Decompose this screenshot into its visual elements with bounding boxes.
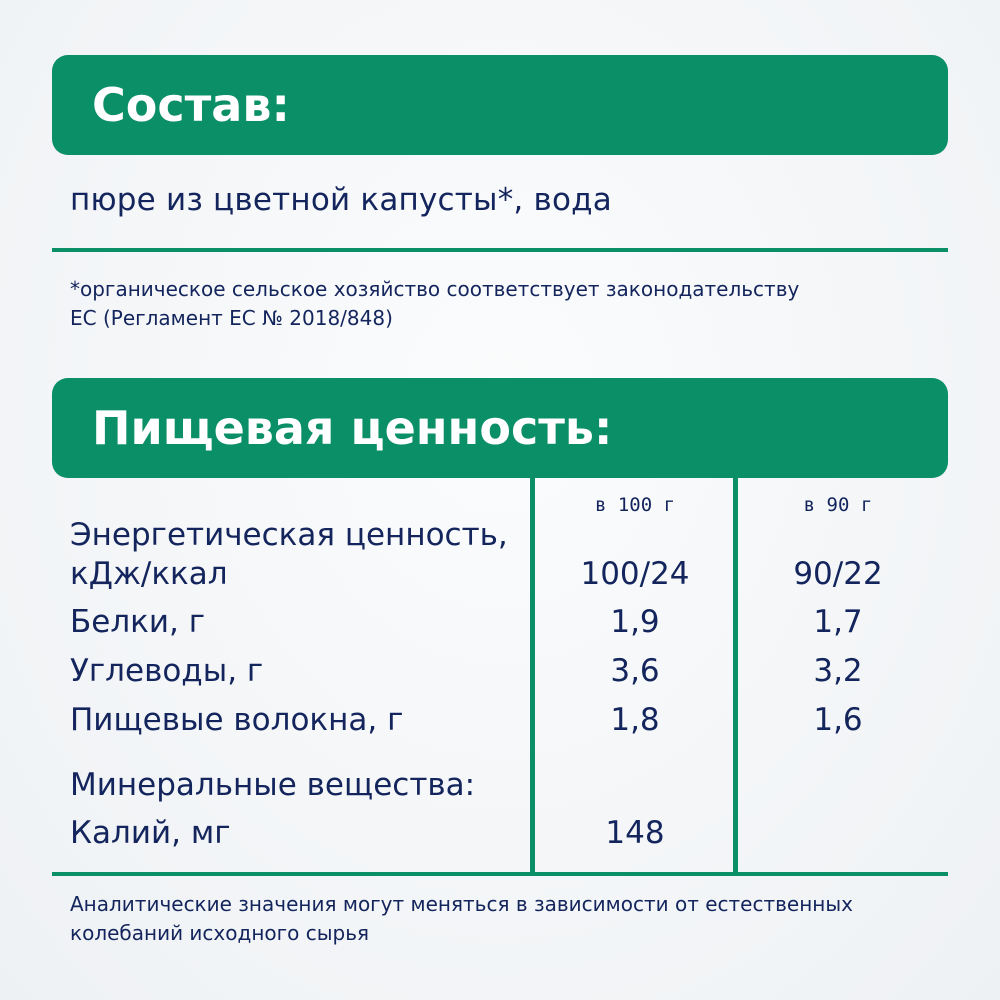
nutrition-banner (52, 378, 948, 478)
row-label-carbohydrates: Углеводы, г (70, 653, 264, 689)
organic-footnote (70, 275, 870, 333)
energy-value-100g: 100/24 (580, 556, 690, 592)
divider-nutrition (52, 872, 948, 876)
footnote-line-2: ЕС (Регламент ЕС № 2018/848) (70, 306, 393, 330)
protein-value-100g: 1,9 (610, 604, 660, 640)
disclaimer-line-1: Аналитические значения могут меняться в зависимости от естественных (70, 892, 854, 916)
row-label-energy-line-1: Энергетическая ценность, (70, 517, 508, 553)
carbohydrates-value-100g: 3,6 (610, 653, 660, 689)
fiber-value-90g: 1,6 (813, 702, 863, 738)
composition-title: Состав: (92, 78, 290, 132)
potassium-value-100g: 148 (605, 815, 665, 851)
disclaimer-line-2: колебаний исходного сырья (70, 921, 370, 945)
nutrition-title: Пищевая ценность: (92, 401, 613, 455)
protein-value-90g: 1,7 (813, 604, 863, 640)
row-label-protein: Белки, г (70, 604, 206, 640)
row-label-energy-line-2: кДж/ккал (70, 556, 228, 592)
ingredients-text: пюре из цветной капусты*, вода (70, 182, 612, 218)
column-header-100g: в 100 г (594, 494, 676, 516)
column-header-90g: в 90 г (803, 494, 873, 516)
divider-composition (52, 248, 948, 252)
row-label-fiber: Пищевые волокна, г (70, 702, 404, 738)
carbohydrates-value-90g: 3,2 (813, 653, 863, 689)
row-label-minerals: Минеральные вещества: (70, 767, 476, 803)
energy-value-90g: 90/22 (793, 556, 883, 592)
composition-banner (52, 55, 948, 155)
footnote-line-1: *органическое сельское хозяйство соответствует законодательству (70, 277, 800, 301)
analytical-disclaimer (70, 890, 930, 948)
fiber-value-100g: 1,8 (610, 702, 660, 738)
row-label-potassium: Калий, мг (70, 815, 231, 851)
